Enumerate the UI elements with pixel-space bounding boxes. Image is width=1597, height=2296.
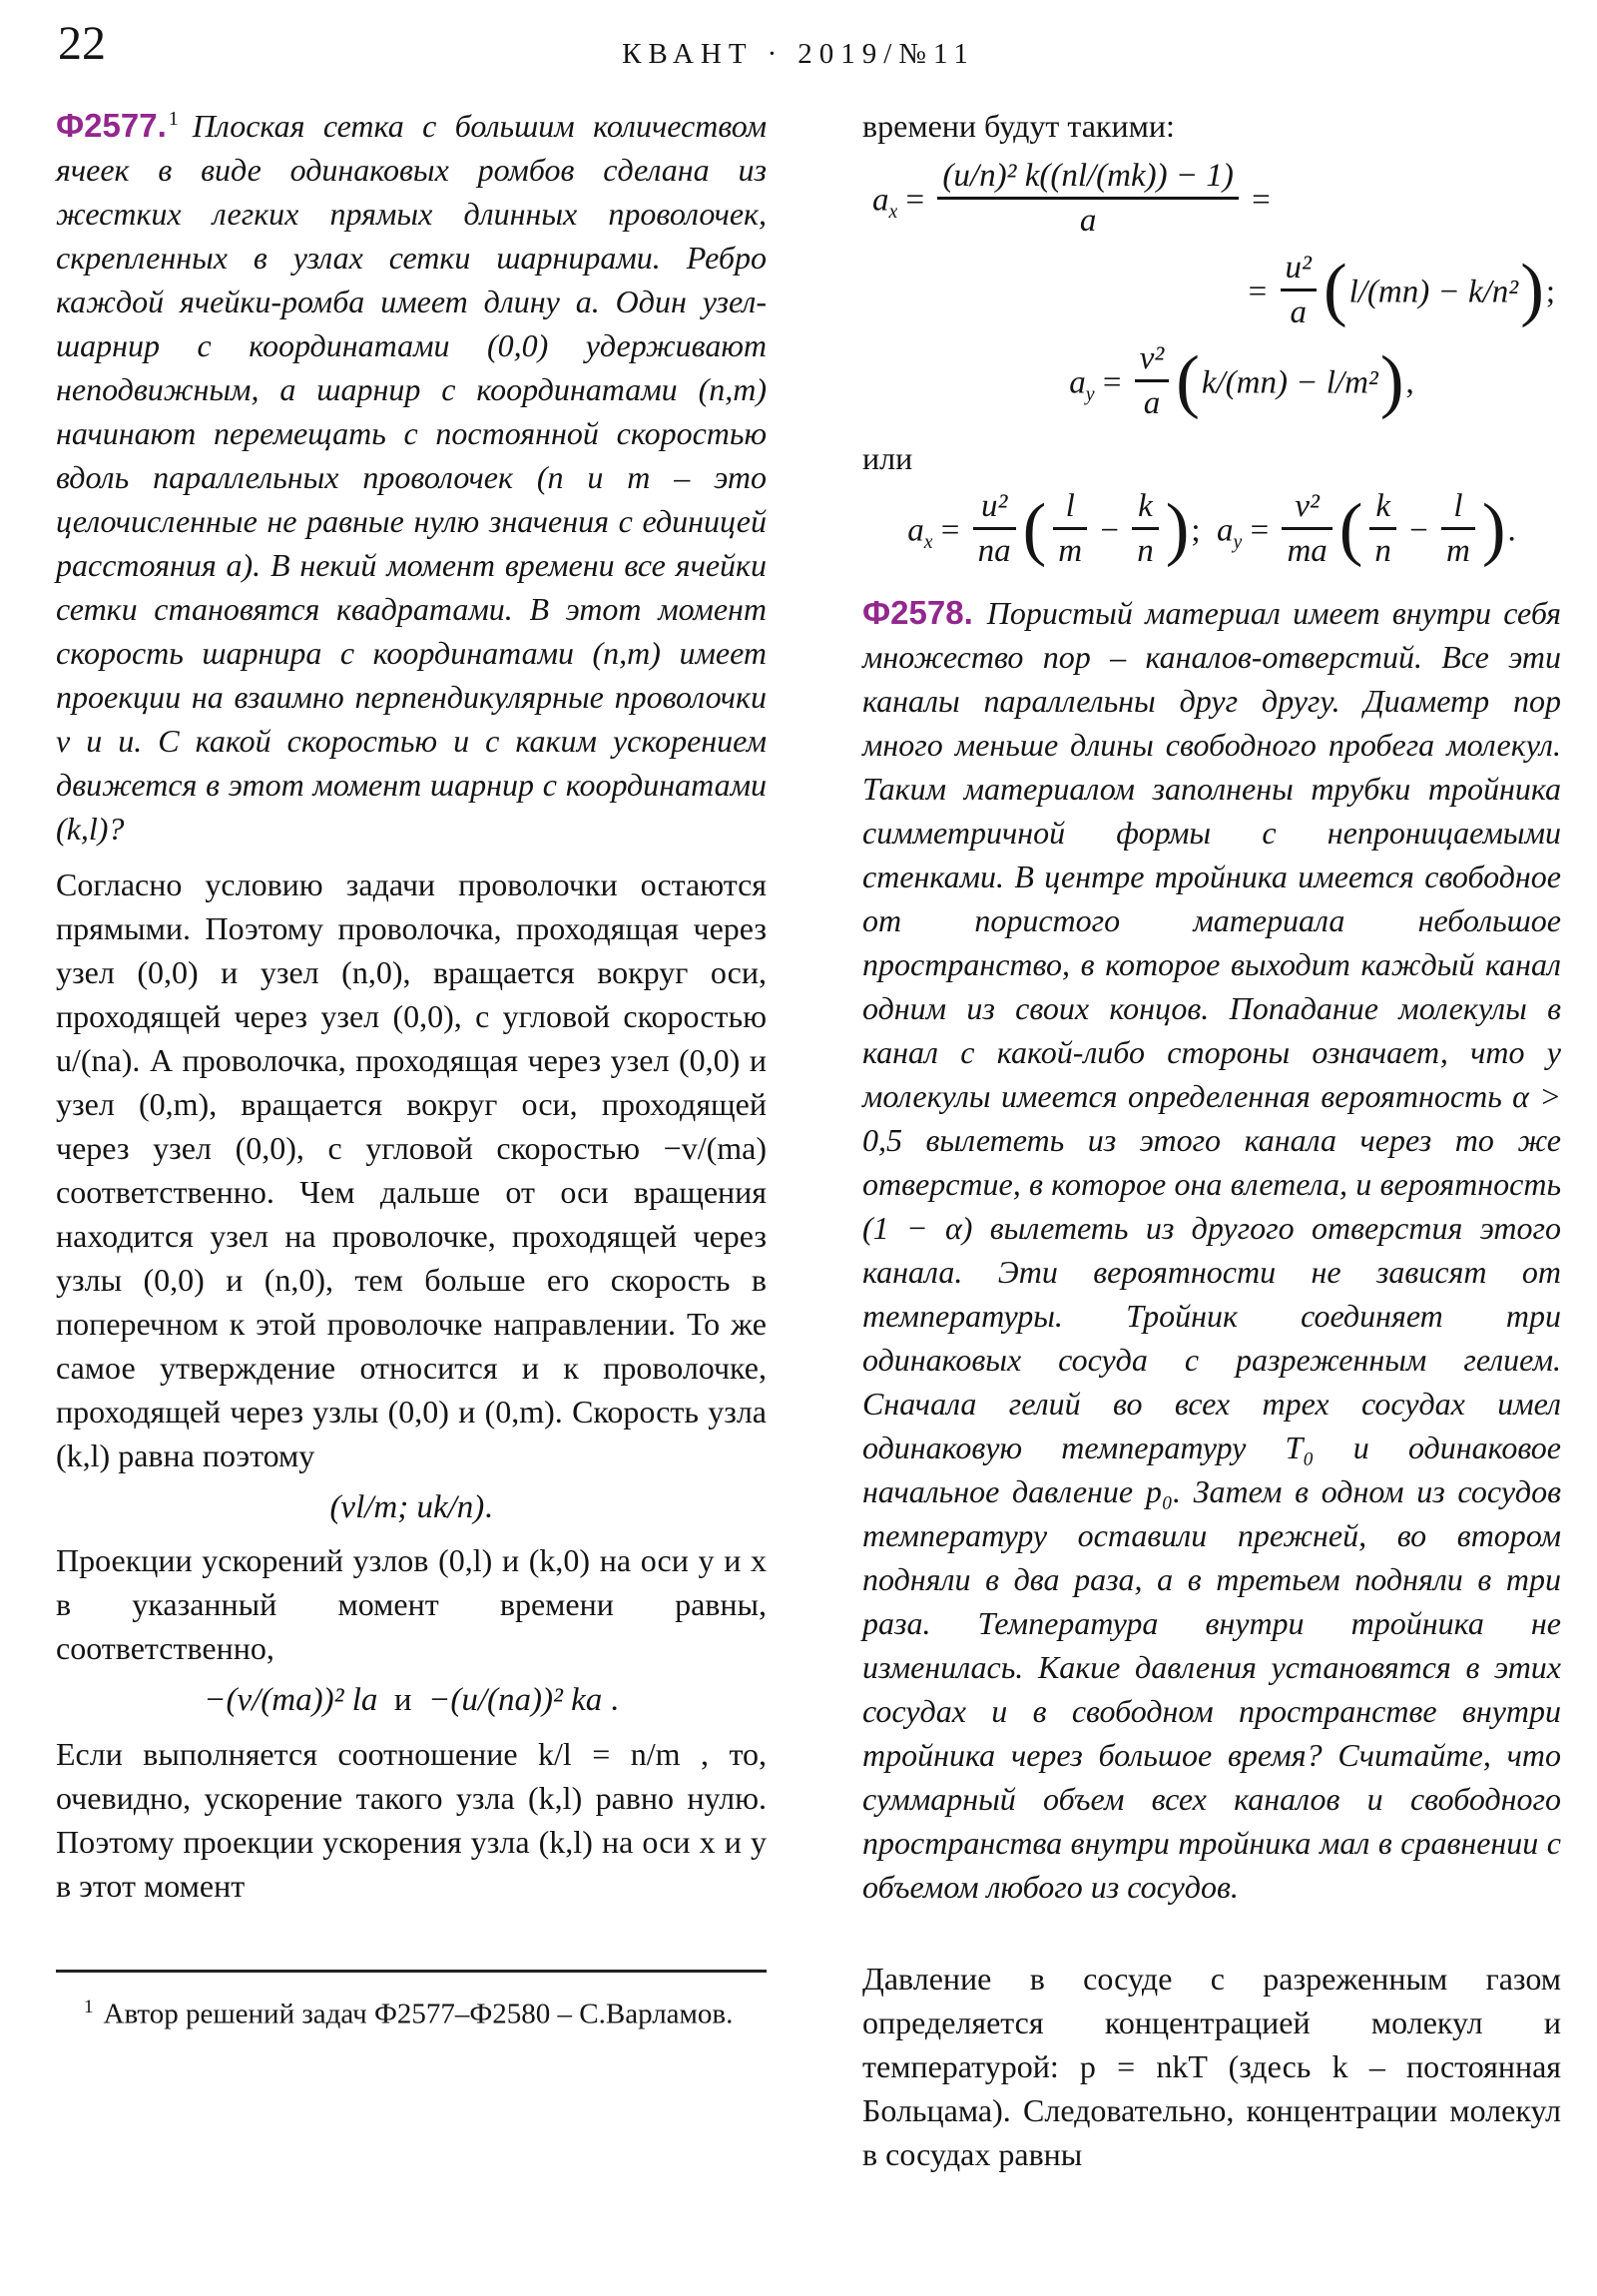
footnote-text: Автор решений задач Ф2577–Ф2580 – С.Варламов. bbox=[103, 1998, 734, 2030]
page-body bbox=[0, 96, 1597, 2176]
formula-ax-expanded-line1: $a_x$ = $\frac{\text{(u/n)² k((nl/(mk)) − 1)}}{a}$ = bbox=[872, 158, 1271, 240]
footnote-divider bbox=[56, 1970, 767, 1973]
formula-velocity: (vl/m; uk/n). bbox=[329, 1489, 493, 1525]
solution-paragraph-1: Согласно условию задачи проволочки остаются прямыми. Поэтому проволочка, проходящая через узел (0,0) и узел (n,0), вращается вокруг оси, проходящей через узел (0,0), с угловой скоростью u/(na). А проволочка, проходящая через узел (0,0) и узел (0,m), вращается вокруг оси, проходящей через узел (0,0), с угловой скоростью −v/(ma) соответственно. Чем дальше от оси вращения находится узел на проволочке, проходящей через узлы (0,0) и (n,0), тем больше его скорость в поперечном к этой проволочке направлении. То же самое утверждение относится и к проволочке, проходящей через узлы (0,0) и (0,m). Скорость узла (k,l) равна поэтому bbox=[56, 866, 767, 1473]
problem-f2578-label: Ф2578. bbox=[862, 594, 973, 632]
page-number: 22 bbox=[58, 17, 106, 70]
formula-compact: $a_x$ = $\frac{\text{u²}}{na}$ ( $\frac{l}{m}$ − $\frac{k}{n}$ ); $a_y$ = $\frac{\text{v²}}{ma}$ ( $\frac{k}{n}$ − $\frac{l}{m}$ ). bbox=[907, 487, 1516, 570]
footnote-text-block bbox=[56, 1987, 767, 2035]
problem-f2578 bbox=[862, 591, 1561, 1909]
problem-f2577-label: Ф2577. bbox=[56, 107, 167, 144]
or-connector: или bbox=[862, 439, 913, 476]
footnote-marker: 1 bbox=[84, 1996, 94, 2017]
problem-f2578-statement: Пористый материал имеет внутри себя множество пор – каналов-отверстий. Все эти каналы параллельны друг другу. Диаметр пор много меньше длины свободного пробега молекул. Таким материалом заполнены трубки тройника симметричной формы с непроницаемыми стенками. В центре тройника имеется свободное от пористого материала небольшое пространство, в которое выходит каждый канал одним из своих концов. Попадание молекулы в канал с какой-либо стороны означает, что у молекулы имеется определенная вероятность α > 0,5 вылететь из этого канала через то же отверстие, в которое она влетела, и вероятность (1 − α) вылететь из другого отверстия этого канала. Эти вероятности не зависят от температуры. Тройник соединяет три одинаковых сосуда с разреженным гелием. Сначала гелий во всех трех сосудах имел одинаковую температуру T₀ и одинаковое начальное давление p₀. Затем в одном из сосудов температуру оставили прежней, во втором подняли в два раза, а в третьем подняли в три раза. Температура внутри тройника не изменилась. Какие давления установятся в этих сосудах и в свободном пространстве внутри тройника через большое время? Считайте, что суммарный объем всех каналов и свободного пространства внутри тройника мал в сравнении с объемом любого из сосудов. bbox=[862, 595, 1561, 1906]
solution-paragraph-2: Проекции ускорений узлов (0,l) и (k,0) на оси y и x в указанный момент времени равны, соответственно, bbox=[56, 1542, 767, 1667]
journal-separator: · bbox=[767, 38, 785, 70]
solution-paragraph-3: Если выполняется соотношение k/l = n/m , то, очевидно, ускорение такого узла (k,l) равно нулю. Поэтому проекции ускорения узла (k,l) на оси x и y в этот момент bbox=[56, 1735, 767, 1904]
formula-ay-expanded: $a_y$ = $\frac{\text{v²}}{a}$ (k/(mn) − l/m²), bbox=[1069, 340, 1414, 422]
journal-issue: 2019/№11 bbox=[798, 38, 975, 70]
footnote bbox=[56, 1970, 767, 2035]
page-header bbox=[0, 0, 1597, 96]
journal-title bbox=[0, 38, 1597, 71]
right-column bbox=[862, 104, 1561, 2176]
left-column bbox=[56, 104, 767, 2034]
solution-continuation: времени будут такими: bbox=[862, 108, 1175, 144]
problem-f2577-statement: Плоская сетка с большим количеством ячеек в виде одинаковых ромбов сделана из жестких легких прямых длинных проволочек, скрепленных в узлах сетки шарнирами. Ребро каждой ячейки-ромба имеет длину a. Один узел-шарнир с координатами (0,0) удерживают неподвижным, а шарнир с координатами (n,m) начинают перемещать с постоянной скоростью вдоль параллельных проволочек (n и m – это целочисленные не равные нулю значения с единицей расстояния a). В некий момент времени все ячейки сетки становятся квадратами. В этот момент скорость шарнира с координатами (n,m) имеет проекции на взаимно перпендикулярные проволочки v и u. С какой скоростью и с каким ускорением движется в этот момент шарнир с координатами (k,l)? bbox=[56, 108, 767, 847]
formula-ax-expanded-line2: = $\frac{\text{u²}}{a}$ (l/(mn) − k/n²); bbox=[1248, 249, 1555, 330]
problem-f2577 bbox=[56, 104, 767, 851]
journal-name: КВАНТ bbox=[622, 38, 754, 70]
formula-acceleration: −(v/(ma))² la и −(u/(na))² ka . bbox=[204, 1682, 619, 1719]
footnote-ref: 1 bbox=[168, 108, 179, 131]
closing-paragraph: Давление в сосуде с разреженным газом определяется концентрацией молекул и температурой: p = nkT (здесь k – постоянная Больцама). Следовательно, концентрации молекул в сосудах равны bbox=[862, 1961, 1561, 2173]
